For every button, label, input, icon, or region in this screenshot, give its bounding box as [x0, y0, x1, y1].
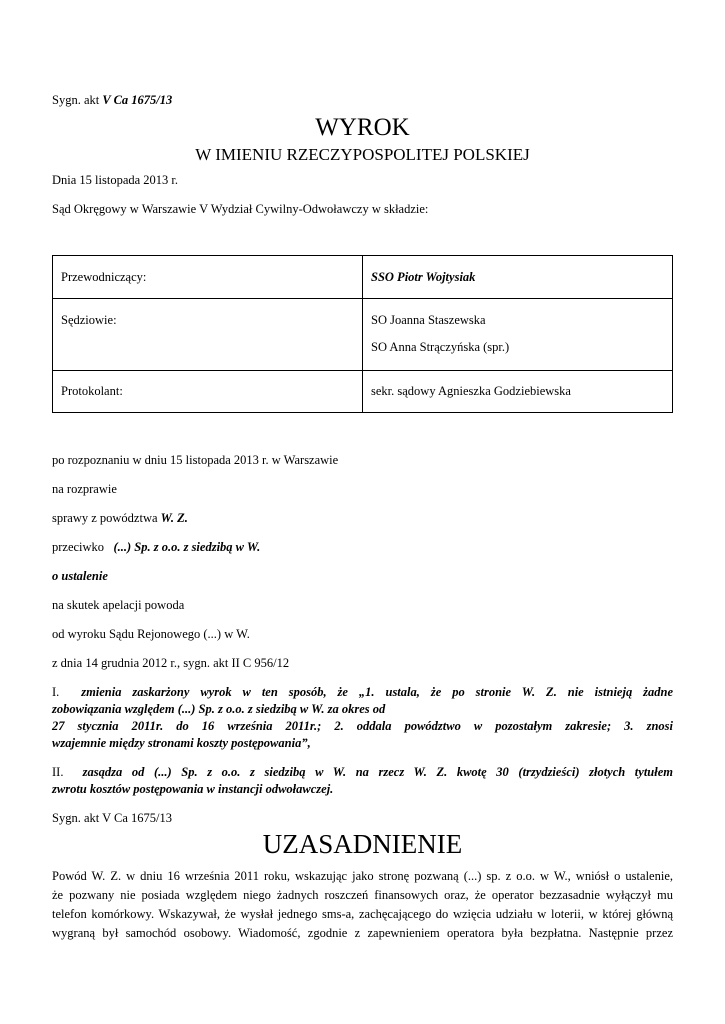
clerk-name: sekr. sądowy Agnieszka Godziebiewska [371, 384, 571, 398]
role-label: Sędziowie: [61, 313, 117, 327]
role-label: Protokolant: [61, 384, 123, 398]
case-signature-value: V Ca 1675/13 [102, 93, 173, 107]
justification-signature: Sygn. akt V Ca 1675/13 [52, 811, 173, 825]
ruling-point-number: II. [52, 765, 74, 779]
ruling-point-2-line: II. zasądza od (...) Sp. z o.o. z siedzibą w W. na rzecz W. Z. kwotę 30 (trzydzieści) złotych tytułem [52, 765, 674, 779]
court-name: Sąd Okręgowy w Warszawie V Wydział Cywilny-Odwoławczy w składzie: [52, 202, 429, 216]
judge-name: SO Anna Strączyńska (spr.) [371, 340, 510, 354]
proceeding-line: po rozpoznaniu w dniu 15 listopada 2013 r. w Warszawie [52, 453, 339, 467]
ruling-point-1-line: 27 stycznia 2011r. do 16 września 2011r.; 2. oddala powództwo w pozostałym zakresie; 3. znosi [52, 719, 673, 733]
judgment-date: Dnia 15 listopada 2013 r. [52, 173, 179, 187]
court-composition-table [52, 255, 673, 413]
ruling-point-2-line: zwrotu kosztów postępowania w instancji odwoławczej. [52, 782, 334, 796]
ruling-point-1-line: zobowiązania względem (...) Sp. z o.o. z siedzibą w W. za okres od [52, 702, 386, 716]
case-signature-label: Sygn. akt [52, 93, 103, 107]
document-title: WYROK [315, 114, 410, 141]
proceeding-line: na skutek apelacji powoda [52, 598, 185, 612]
plaintiff-line: sprawy z powództwa W. Z. [52, 511, 188, 525]
ruling-point-1-line: I. zmienia zaskarżony wyrok w ten sposób, że „1. ustala, że po stronie W. Z. nie istnieją żadne [52, 685, 674, 699]
case-signature [52, 93, 172, 108]
ruling-point-number: I. [52, 685, 71, 699]
document-subtitle: W IMIENIU RZECZYPOSPOLITEJ POLSKIEJ [195, 145, 530, 164]
justification-line: wygraną był samochód osobowy. Wiadomość, zgodnie z zapewnieniem operatora była bezpłatna. Następnie przez [52, 926, 673, 940]
defendant-line: przeciwko (...) Sp. z o.o. z siedzibą w W. [52, 540, 261, 554]
defendant-name: (...) Sp. z o.o. z siedzibą w W. [113, 540, 261, 554]
plaintiff-name: W. Z. [160, 511, 188, 525]
proceeding-line: z dnia 14 grudnia 2012 r., sygn. akt II C 956/12 [52, 656, 290, 670]
judge-name: SO Joanna Staszewska [371, 313, 486, 327]
presiding-judge-name: SSO Piotr Wojtysiak [371, 270, 476, 284]
table-row [53, 299, 673, 371]
table-row [53, 256, 673, 299]
justification-line: że pozwany nie posiada względem niego żadnych roszczeń finansowych oraz, że operator bezzasadnie wyłączył mu [52, 888, 673, 902]
role-label: Przewodniczący: [61, 270, 147, 284]
proceeding-line: na rozprawie [52, 482, 117, 496]
ruling-point-1-line: wzajemnie między stronami koszty postępowania”, [52, 736, 311, 750]
justification-line: Powód W. Z. w dniu 16 września 2011 roku, wskazując jako stronę pozwaną (...) sp. z o.o. w W., wniósł o ustalenie, [52, 869, 673, 883]
justification-title: UZASADNIENIE [262, 829, 463, 859]
table-row [53, 371, 673, 413]
justification-line: telefon komórkowy. Wskazywał, że wysłał jednego sms-a, zachęcającego do wzięcia udziału w loterii, w której główną [52, 907, 673, 921]
case-subject: o ustalenie [52, 569, 108, 583]
proceeding-line: od wyroku Sądu Rejonowego (...) w W. [52, 627, 250, 641]
